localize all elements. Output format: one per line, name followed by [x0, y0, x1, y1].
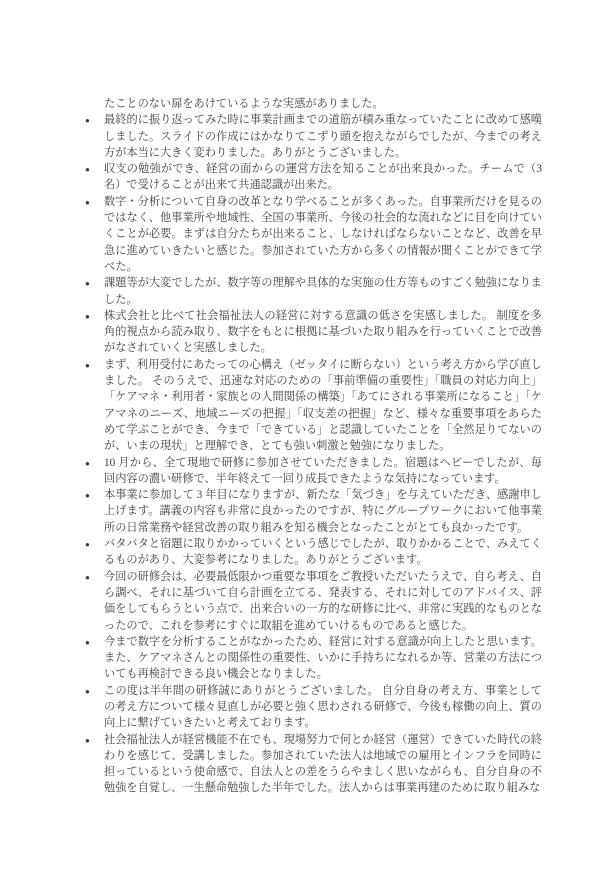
feedback-item	[85, 536, 542, 569]
feedback-list	[85, 96, 542, 797]
bullet-icon: ●	[85, 116, 90, 126]
bullet-icon: ●	[85, 165, 90, 175]
bullet-icon: ●	[85, 458, 90, 468]
feedback-item	[85, 112, 542, 161]
bullet-icon: ●	[85, 572, 90, 582]
feedback-text: 10 月から、全て現地で研修に参加させていただきました。宿題はヘビーでしたが、毎回内容の濃い研修で、半年終えて一回り成長できたような気持になっています。	[104, 456, 542, 485]
feedback-item	[85, 487, 542, 536]
continuation-paragraph	[104, 96, 542, 112]
feedback-text: バタバタと宿題に取りかかっていくという感じでしたが、取りかかることで、みえてくるものがあり、大変参考になりました。ありがとうございます。	[104, 538, 542, 567]
feedback-item	[85, 634, 542, 683]
feedback-text: まず、利用受付にあたっての心構え（ゼッタイに断らない）という考え方から学び直しました。 そのうえで、迅速な対応のための「事前準備の重要性」「職員の対応力向上」「ケアマネ・利用者・家族との人間関係の構築」「あてにされる事業所になること」「ケアマネのニーズ、地域ニーズの把握」「収支差の把握」など、様々な重要事項をあらためて学ぶことができ、今まで「できている」と認識していたことを「全然足りてないのが、いまの現状」と理解でき、とても強い刺激と勉強になりました。	[104, 358, 542, 453]
feedback-item	[85, 732, 542, 797]
feedback-item	[85, 455, 542, 488]
feedback-text: 本事業に参加して 3 年目になりますが、新たな「気づき」を与えていただき、感謝申し上げます。講義の内容も非常に良かったのですが、特にグループワークにおいて他事業所の日常業務や経営改善の取り組みを知る機会となったことがとても良かったです。	[104, 489, 542, 534]
continuation-text: たことのない扉をあけているような実感がありました。	[104, 98, 384, 110]
feedback-item	[85, 569, 542, 634]
feedback-item	[85, 683, 542, 732]
feedback-text: 今まで数字を分析することがなかったため、経営に対する意識が向上したと思います。また、ケアマネさんとの関係性の重要性、いかに手持ちになれるか等、営業の方法についても再検討できる良い機会となりました。	[104, 635, 542, 681]
bullet-icon: ●	[85, 360, 90, 370]
feedback-text: 株式会社と比べて社会福祉法人の経営に対する意識の低さを実感しました。 制度を多角的視点から読み取り、数字をもとに根拠に基づいた取り組みを行っていくことで改善がなされていくと実感しました。	[104, 309, 542, 355]
feedback-item	[85, 357, 542, 455]
feedback-item	[85, 161, 542, 194]
bullet-icon: ●	[85, 686, 90, 696]
feedback-item	[85, 308, 542, 357]
bullet-icon: ●	[85, 279, 90, 289]
feedback-text: この度は半年間の研修誠にありがとうございました。 自分自身の考え方、事業としての考え方について様々見直しが必要と強く思わされる研修で、今後も稼働の向上、質の向上に繋げていきたいと考えております。	[104, 684, 542, 730]
feedback-text: 今回の研修会は、必要最低限かつ重要な事項をご教授いただいたうえで、自ら考え、自ら調べ、それに基づいて自ら計画を立てる、発表する、それに対してのアドバイス、評価をしてもらうという点で、出来合いの一方的な研修に比べ、非常に実践的なものとなったので、これを参考にすぐに取組を進めていけるものであると感じた。	[104, 570, 542, 632]
bullet-icon: ●	[85, 540, 90, 550]
feedback-text: 社会福祉法人が経営機能不在でも、現場努力で何とか経営（運営）できていた時代の終わりを感じて、受講しました。参加されていた法人は地域での雇用とインフラを同時に担っているという使命感で、自法人との差をうらやましく思いながらも、自分自身の不勉強を自覚し、一生懸命勉強した半年でした。法人からは事業再建のために取り組みな	[104, 733, 542, 795]
bullet-icon: ●	[85, 735, 90, 745]
bullet-icon: ●	[85, 637, 90, 647]
feedback-text: 数字・分析について自身の改革となり学べることが多くあった。自事業所だけを見るのではなく、他事業所や地域性、全国の事業所、今後の社会的な流れなどに目を向けていくことが必要。まずは自分たちが出来ること、しなければならないことなど、改善を早急に進めていきたいと感じた。参加されていた方から多くの情報が聞くことができて学べた。	[104, 195, 542, 273]
feedback-text: 最終的に振り返ってみた時に事業計画までの道筋が積み重なっていたことに改めて感嘆しました。スライドの作成にはかなりてこずり頭を抱えながらでしたが、今までの考え方が本当に大きく変わりました。ありがとうございました。	[104, 114, 542, 159]
bullet-icon: ●	[85, 311, 90, 321]
feedback-text: 収支の勉強ができ、経営の面からの運営方法を知ることが出来良かった。チームで（3名）で受けることが出来て共通認識が出来た。	[104, 163, 542, 192]
feedback-item	[85, 275, 542, 308]
bullet-icon: ●	[85, 197, 90, 207]
feedback-text: 課題等が大変でしたが、数字等の理解や具体的な実施の仕方等ものすごく勉強になりました。	[104, 277, 542, 306]
feedback-item	[85, 194, 542, 275]
bullet-icon: ●	[85, 491, 90, 501]
